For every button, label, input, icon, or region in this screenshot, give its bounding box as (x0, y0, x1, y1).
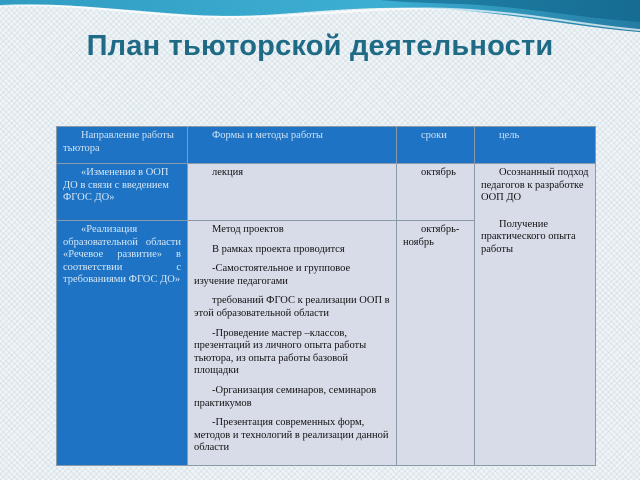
header-methods: Формы и методы работы (188, 127, 397, 164)
tutor-plan-table (56, 126, 596, 466)
header-term: сроки (397, 127, 475, 164)
cell-term: октябрь-ноябрь (397, 221, 475, 466)
header-direction: Направление работы тьютора (57, 127, 188, 164)
cell-goal: Осознанный подход педагогов к разработке ООП ДО Получение практического опыта работы (475, 164, 596, 466)
cell-direction: «Изменения в ООП ДО в связи с введением ФГОС ДО» (57, 164, 188, 221)
table-header-row (57, 127, 596, 164)
table-row (57, 164, 596, 221)
cell-term: октябрь (397, 164, 475, 221)
header-goal: цель (475, 127, 596, 164)
page-title: План тьюторской деятельности (86, 30, 554, 62)
cell-methods: Метод проектов В рамках проекта проводится -Самостоятельное и групповое изучение педагогами требований ФГОС к реализации ООП в этой образовательной области -Проведение мастер –классов, презентаций из личного опыта работы тьютора, из опыта работы базовой площадки -Организация семинаров, семинаров практикумов -Презентация современных форм, методов и технологий в реализации данной области (188, 221, 397, 466)
cell-direction: «Реализация образовательной области «Речевое развитие» в соответствии с требованиями ФГОС ДО» (57, 221, 188, 466)
cell-methods: лекция (188, 164, 397, 221)
